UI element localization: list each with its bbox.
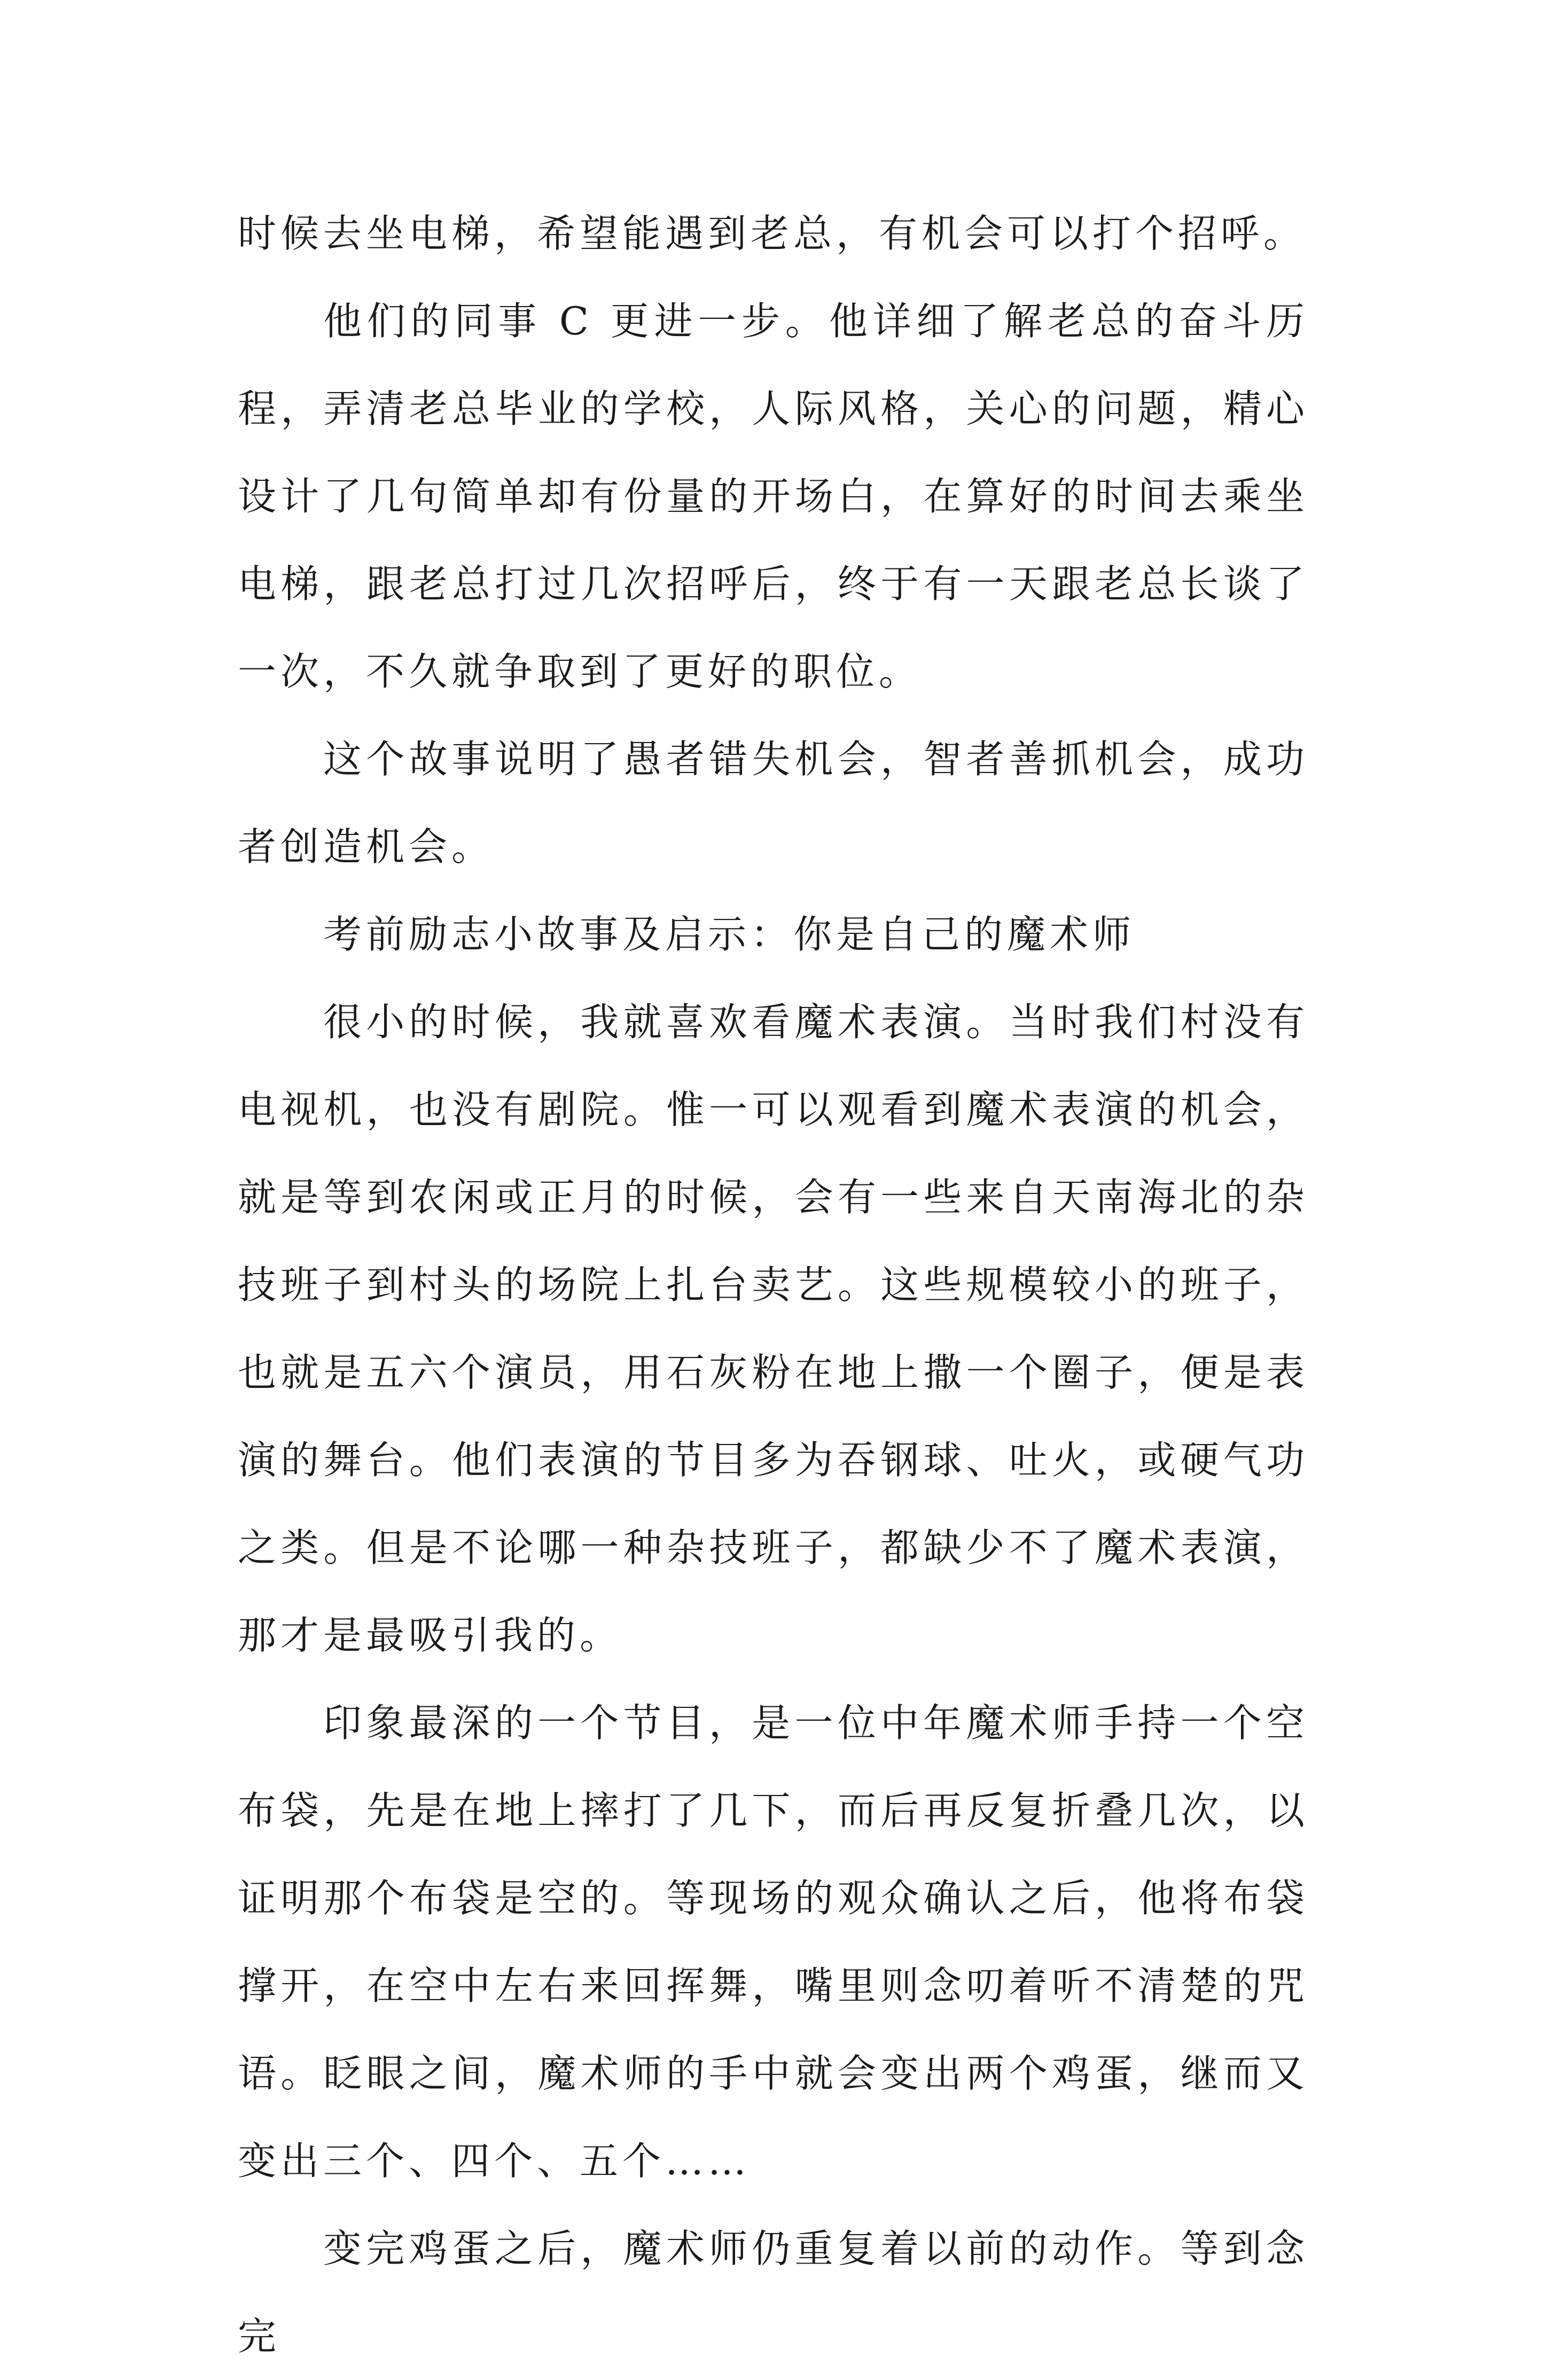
paragraph: 变完鸡蛋之后，魔术师仍重复着以前的动作。等到念完	[238, 2226, 1309, 2359]
section-heading: 考前励志小故事及启示：你是自己的魔术师	[323, 912, 1136, 957]
document-body	[238, 190, 1309, 2380]
paragraph: 很小的时候，我就喜欢看魔术表演。当时我们村没有电视机，也没有剧院。惟一可以观看到魔术表演的机会，就是等到农闲或正月的时候，会有一些来自天南海北的杂技班子到村头的场院上扎台卖艺。这些规模较小的班子，也就是五六个演员，用石灰粉在地上撒一个圈子，便是表演的舞台。他们表演的节目多为吞钢球、吐火，或硬气功之类。但是不论哪一种杂技班子，都缺少不了魔术表演，那才是最吸引我的。	[238, 1000, 1309, 1658]
paragraph: 时候去坐电梯，希望能遇到老总，有机会可以打个招呼。	[238, 211, 1307, 256]
paragraph: 印象最深的一个节目，是一位中年魔术师手持一个空布袋，先是在地上摔打了几下，而后再反复折叠几次，以证明那个布袋是空的。等现场的观众确认之后，他将布袋撑开，在空中左右来回挥舞，嘴里则念叨着听不清楚的咒语。眨眼之间，魔术师的手中就会变出两个鸡蛋，继而又变出三个、四个、五个……	[238, 1700, 1309, 2183]
paragraph: 他们的同事 C 更进一步。他详细了解老总的奋斗历程，弄清老总毕业的学校，人际风格，关心的问题，精心设计了几句简单却有份量的开场白，在算好的时间去乘坐电梯，跟老总打过几次招呼后，终于有一天跟老总长谈了一次，不久就争取到了更好的职位。	[238, 299, 1309, 694]
paragraph: 这个故事说明了愚者错失机会，智者善抓机会，成功者创造机会。	[238, 737, 1309, 869]
